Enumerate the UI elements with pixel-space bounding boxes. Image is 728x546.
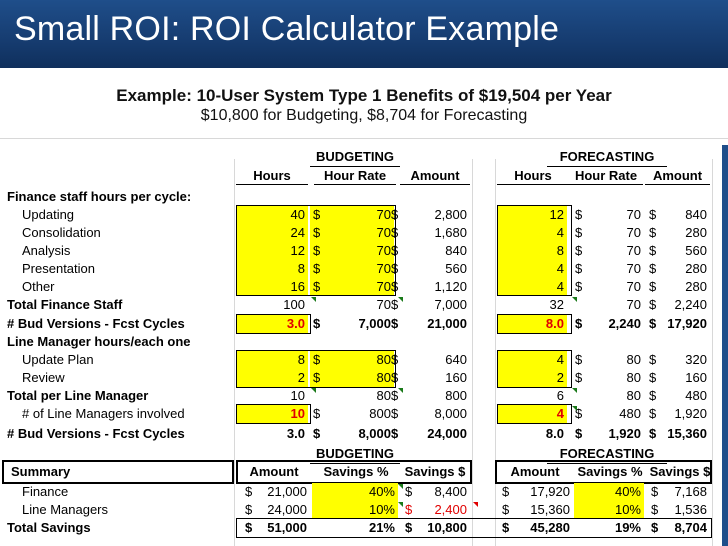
dollar-sign: $ <box>310 351 324 369</box>
row-label-updating: Updating <box>22 207 75 222</box>
dollar-sign: $ <box>310 260 324 278</box>
dollar-sign: $ <box>391 297 399 312</box>
budget-amount-cell: 1,680 <box>434 225 467 240</box>
dollar-sign: $ <box>391 316 399 331</box>
summary-budget-savings-pct: 21% <box>368 520 395 535</box>
dollar-sign: $ <box>502 484 510 499</box>
budget-amount-cell: 21,000 <box>427 316 467 331</box>
row-label-total_line_mgr: Total per Line Manager <box>7 388 149 403</box>
forecast-amount-cell: 280 <box>685 225 707 240</box>
forecast-rate-cell: 80 <box>626 370 641 385</box>
forecast-hours-cell[interactable]: 4 <box>497 224 567 242</box>
summary-budget-savings-pct: 40% <box>312 483 398 501</box>
dollar-sign: $ <box>391 243 399 258</box>
forecast-amount-cell: 17,920 <box>667 316 707 331</box>
dollar-sign: $ <box>575 261 583 276</box>
forecast-rate-cell: 1,920 <box>608 426 641 441</box>
summary-forecast-savings-pct: 40% <box>574 483 644 501</box>
dollar-sign: $ <box>310 206 324 224</box>
dollar-sign: $ <box>651 484 659 499</box>
forecast-amount-cell: 2,240 <box>674 297 707 312</box>
summary-forecast-savings-pct: 19% <box>614 520 641 535</box>
dollar-sign: $ <box>310 278 324 296</box>
grid-line <box>472 159 473 546</box>
col-budget-hour-rate: Hour Rate <box>314 167 396 185</box>
slide-edge-bar <box>722 145 728 546</box>
subtitle-line2: $10,800 for Budgeting, $8,704 for Forecasting <box>200 107 528 124</box>
forecast-rate-cell: 70 <box>626 297 641 312</box>
budget-hours-cell: 3.0 <box>286 426 305 441</box>
dollar-sign: $ <box>649 388 657 403</box>
budget-amount-cell: 2,800 <box>434 207 467 222</box>
dollar-sign: $ <box>391 225 399 240</box>
row-label-update_plan: Update Plan <box>22 352 94 367</box>
summary-header-frame <box>2 460 234 484</box>
forecast-hours-cell: 4 <box>497 405 567 423</box>
dollar-sign: $ <box>649 297 657 312</box>
slide-header <box>0 0 728 68</box>
comment-indicator-icon <box>473 502 478 507</box>
col-forecast-amount: Amount <box>645 167 710 185</box>
summary-budget-savings: 8,400 <box>434 484 467 499</box>
dollar-sign: $ <box>245 484 253 499</box>
budget-rate-cell: 70 <box>322 224 394 242</box>
budget-hours-cell[interactable]: 8 <box>236 351 308 369</box>
dollar-sign: $ <box>575 426 583 441</box>
comment-indicator-icon <box>572 406 577 411</box>
budget-amount-cell: 7,000 <box>434 297 467 312</box>
dollar-sign: $ <box>649 406 657 421</box>
forecast-rate-cell: 80 <box>626 388 641 403</box>
forecast-hours-cell[interactable]: 8 <box>497 242 567 260</box>
summary-col-forecast-savings-dollar: Savings $ <box>649 464 711 479</box>
comment-indicator-icon <box>572 297 577 302</box>
budget-rate-cell: 70 <box>376 297 391 312</box>
summary-forecast-amount: 45,280 <box>530 520 570 535</box>
dollar-sign: $ <box>575 243 583 258</box>
summary-forecast-savings: 1,536 <box>674 502 707 517</box>
summary-col-forecast-savings-pct: Savings % <box>577 464 643 479</box>
forecast-amount-cell: 15,360 <box>667 426 707 441</box>
dollar-sign: $ <box>245 520 253 535</box>
dollar-sign: $ <box>575 352 583 367</box>
summary-col-budget-amount: Amount <box>249 464 299 479</box>
dollar-sign: $ <box>575 279 583 294</box>
budget-amount-cell: 800 <box>445 388 467 403</box>
row-label-consolidation: Consolidation <box>22 225 101 240</box>
budget-amount-cell: 640 <box>445 352 467 367</box>
summary-header-frame <box>495 460 712 484</box>
row-label-line_managers: Line Managers <box>22 502 108 517</box>
comment-indicator-icon <box>572 388 577 393</box>
summary-budget-amount: 51,000 <box>267 520 307 535</box>
summary-label: Summary <box>11 464 71 479</box>
summary-budget-savings: 10,800 <box>427 520 467 535</box>
budget-amount-cell: 24,000 <box>427 426 467 441</box>
grid-line <box>712 159 713 546</box>
row-label-other: Other <box>22 279 55 294</box>
col-forecast-hour-rate: Hour Rate <box>569 167 643 185</box>
summary-forecast-savings: 7,168 <box>674 484 707 499</box>
dollar-sign: $ <box>405 520 413 535</box>
grid-line <box>495 159 496 546</box>
forecast-rate-cell: 2,240 <box>608 316 641 331</box>
budget-hours-cell[interactable]: 12 <box>236 242 308 260</box>
forecast-hours-cell: 6 <box>556 388 564 403</box>
budget-hours-cell[interactable]: 24 <box>236 224 308 242</box>
col-budget-hours: Hours <box>236 167 308 185</box>
row-label-total_finance: Total Finance Staff <box>7 297 123 312</box>
dollar-sign: $ <box>575 316 583 331</box>
forecast-rate-cell: 70 <box>626 207 641 222</box>
forecast-rate-cell: 70 <box>626 279 641 294</box>
dollar-sign: $ <box>651 502 659 517</box>
forecast-hours-cell: 32 <box>549 297 564 312</box>
row-label-bud_versions2: # Bud Versions - Fcst Cycles <box>7 426 185 441</box>
budget-rate-cell: 70 <box>322 206 394 224</box>
forecast-rate-cell: 70 <box>626 243 641 258</box>
forecast-hours-cell[interactable]: 12 <box>497 206 567 224</box>
section-forecasting: FORECASTING <box>547 147 667 167</box>
summary-col-budget-savings-pct: Savings % <box>323 464 389 479</box>
forecast-hours-cell[interactable]: 4 <box>497 351 567 369</box>
dollar-sign: $ <box>391 370 399 385</box>
comment-indicator-icon <box>398 297 403 302</box>
dollar-sign: $ <box>310 369 324 387</box>
row-label-finance: Finance <box>22 484 69 499</box>
budget-amount-cell: 1,120 <box>434 279 467 294</box>
dollar-sign: $ <box>245 502 253 517</box>
dollar-sign: $ <box>649 352 657 367</box>
dollar-sign: $ <box>405 502 413 517</box>
dollar-sign: $ <box>313 316 321 331</box>
dollar-sign: $ <box>502 502 510 517</box>
budget-hours-cell[interactable]: 16 <box>236 278 308 296</box>
forecast-amount-cell: 280 <box>685 261 707 276</box>
forecast-hours-cell[interactable]: 2 <box>497 369 567 387</box>
dollar-sign: $ <box>391 261 399 276</box>
dollar-sign: $ <box>649 370 657 385</box>
forecast-amount-cell: 480 <box>685 388 707 403</box>
dollar-sign: $ <box>313 426 321 441</box>
summary-forecast-savings-pct: 10% <box>574 501 644 519</box>
forecast-amount-cell: 560 <box>685 243 707 258</box>
dollar-sign: $ <box>649 316 657 331</box>
comment-indicator-icon <box>398 502 403 507</box>
forecast-amount-cell: 320 <box>685 352 707 367</box>
budget-rate-cell: 7,000 <box>358 316 391 331</box>
budget-rate-cell: 70 <box>322 278 394 296</box>
budget-rate-cell: 80 <box>322 369 394 387</box>
section-budgeting: BUDGETING <box>310 147 400 167</box>
summary-budget-savings: 2,400 <box>434 502 467 517</box>
budget-rate-cell: 80 <box>376 388 391 403</box>
summary-budget-amount: 21,000 <box>267 484 307 499</box>
forecast-rate-cell: 80 <box>626 352 641 367</box>
summary-forecast-amount: 17,920 <box>530 484 570 499</box>
comment-indicator-icon <box>311 388 316 393</box>
budget-hours-cell: 10 <box>236 405 308 423</box>
budget-amount-cell: 160 <box>445 370 467 385</box>
forecast-amount-cell: 160 <box>685 370 707 385</box>
summary-forecast-amount: 15,360 <box>530 502 570 517</box>
dollar-sign: $ <box>575 207 583 222</box>
dollar-sign: $ <box>575 370 583 385</box>
dollar-sign: $ <box>405 484 413 499</box>
budget-hours-cell[interactable]: 8 <box>236 260 308 278</box>
summary-forecast-savings: 8,704 <box>674 520 707 535</box>
forecast-amount-cell: 1,920 <box>674 406 707 421</box>
budget-rate-cell: 8,000 <box>358 426 391 441</box>
dollar-sign: $ <box>391 352 399 367</box>
dollar-sign: $ <box>649 207 657 222</box>
dollar-sign: $ <box>575 406 583 421</box>
dollar-sign: $ <box>649 279 657 294</box>
row-label-total_savings: Total Savings <box>7 520 91 535</box>
dollar-sign: $ <box>649 225 657 240</box>
forecast-hours-cell[interactable]: 4 <box>497 278 567 296</box>
dollar-sign: $ <box>391 279 399 294</box>
summary-budget-savings-pct: 10% <box>312 501 398 519</box>
grid-line <box>234 159 235 546</box>
slide-title: Small ROI: ROI Calculator Example <box>14 10 560 48</box>
budget-hours-cell: 3.0 <box>236 315 308 333</box>
dollar-sign: $ <box>649 243 657 258</box>
comment-indicator-icon <box>398 388 403 393</box>
forecast-hours-cell: 8.0 <box>497 315 567 333</box>
forecast-amount-cell: 840 <box>685 207 707 222</box>
dollar-sign: $ <box>575 225 583 240</box>
comment-indicator-icon <box>311 297 316 302</box>
budget-rate-cell: 800 <box>369 406 391 421</box>
budget-hours-cell[interactable]: 2 <box>236 369 308 387</box>
dollar-sign: $ <box>391 426 399 441</box>
roi-spreadsheet <box>0 138 728 546</box>
row-label-bud_versions: # Bud Versions - Fcst Cycles <box>7 316 185 331</box>
forecast-rate-cell: 480 <box>619 406 641 421</box>
row-label-num_line_mgrs: # of Line Managers involved <box>22 406 185 421</box>
summary-col-forecast-amount: Amount <box>510 464 560 479</box>
summary-header-frame <box>236 460 472 484</box>
subtitle-line1: Example: 10-User System Type 1 Benefits of $19,504 per Year <box>116 86 612 105</box>
row-label-analysis: Analysis <box>22 243 71 258</box>
dollar-sign: $ <box>391 406 399 421</box>
col-budget-amount: Amount <box>400 167 470 185</box>
budget-amount-cell: 560 <box>445 261 467 276</box>
summary-budget-amount: 24,000 <box>267 502 307 517</box>
forecast-rate-cell: 70 <box>626 261 641 276</box>
summary-section-forecasting: FORECASTING <box>547 444 667 464</box>
dollar-sign: $ <box>502 520 510 535</box>
budget-hours-cell: 10 <box>290 388 305 403</box>
comment-indicator-icon <box>398 484 403 489</box>
budget-rate-cell: 70 <box>322 242 394 260</box>
dollar-sign: $ <box>649 426 657 441</box>
budget-rate-cell: 80 <box>322 351 394 369</box>
col-forecast-hours: Hours <box>497 167 569 185</box>
dollar-sign: $ <box>651 520 659 535</box>
row-label-finance_staff: Finance staff hours per cycle: <box>7 189 192 204</box>
dollar-sign: $ <box>310 224 324 242</box>
dollar-sign: $ <box>313 406 321 421</box>
dollar-sign: $ <box>391 207 399 222</box>
summary-col-budget-savings-dollar: Savings $ <box>404 464 466 479</box>
forecast-hours-cell: 8.0 <box>545 426 564 441</box>
budget-hours-cell[interactable]: 40 <box>236 206 308 224</box>
dollar-sign: $ <box>310 242 324 260</box>
budget-hours-cell: 100 <box>283 297 305 312</box>
dollar-sign: $ <box>391 388 399 403</box>
forecast-hours-cell[interactable]: 4 <box>497 260 567 278</box>
forecast-amount-cell: 280 <box>685 279 707 294</box>
dollar-sign: $ <box>649 261 657 276</box>
summary-section-budgeting: BUDGETING <box>310 444 400 464</box>
budget-amount-cell: 8,000 <box>434 406 467 421</box>
row-label-presentation: Presentation <box>22 261 95 276</box>
budget-amount-cell: 840 <box>445 243 467 258</box>
budget-rate-cell: 70 <box>322 260 394 278</box>
forecast-rate-cell: 70 <box>626 225 641 240</box>
row-label-review: Review <box>22 370 65 385</box>
row-label-line_mgr: Line Manager hours/each one <box>7 334 191 349</box>
